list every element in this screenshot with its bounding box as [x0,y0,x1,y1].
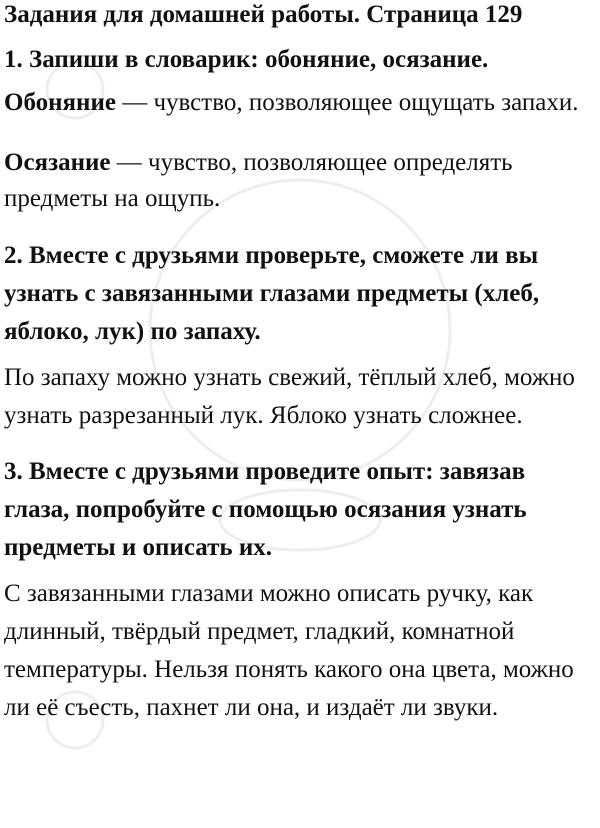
task-3-answer: С завязанными глазами можно описать ручку, как длинный, твёрдый предмет, гладкий, комнатной температуры. Нельзя понять какого она цвета, можно ли её съесть, пахнет ли она, и издаёт ли звуки. [4,580,574,721]
task-3-question: 3. Вместе с друзьями проведите опыт: завязав глаза, попробуйте с помощью осязания узнать предметы и описать их. [4,458,527,561]
task-1-question: 1. Запиши в словарик: обоняние, осязание. [4,46,489,73]
task-2-question: 2. Вместе с друзьями проверьте, сможете ли вы узнать с завязанными глазами предметы (хлеб, яблоко, лук) по запаху. [4,242,540,345]
page-content [4,0,596,727]
page-title: Задания для домашней работы. Страница 129 [4,1,523,28]
definition-text: — чувство, позволяющее ощущать запахи. [115,89,579,116]
definition-touch [4,145,596,217]
definition-term: Осязание [4,149,111,176]
definition-term: Обоняние [4,89,116,116]
definition-smell [4,85,596,121]
task-2-answer: По запаху можно узнать свежий, тёплый хлеб, можно узнать разрезанный лук. Яблоко узнать сложнее. [4,364,575,429]
definition-text: — чувство, позволяющее определять предметы на ощупь. [4,149,513,212]
